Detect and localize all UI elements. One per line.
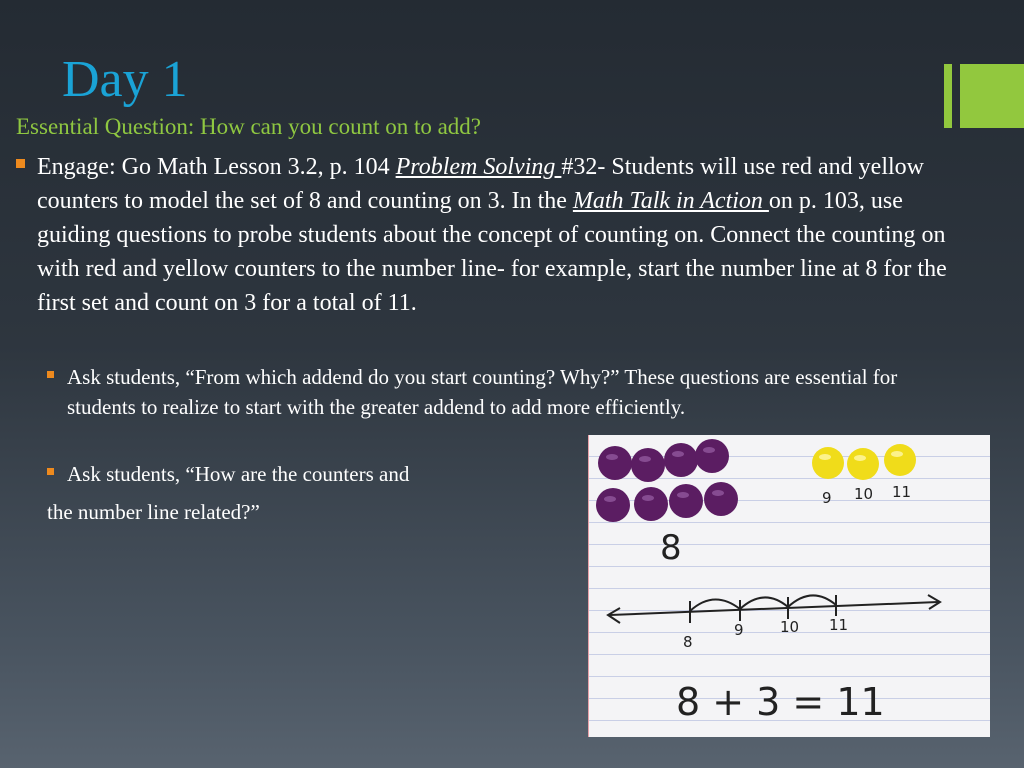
yellow-label: 10 (854, 485, 874, 503)
numberline-label: 9 (734, 621, 744, 639)
purple-counter (598, 446, 632, 480)
essential-question: Essential Question: How can you count on to add? (16, 114, 482, 139)
bullet-marker (16, 159, 25, 168)
math-talk-link: Math Talk in Action (572, 188, 769, 214)
jump-arc (788, 595, 836, 607)
purple-counter (669, 484, 703, 518)
yellow-label: 9 (822, 489, 832, 507)
purple-counter (631, 448, 665, 482)
bullet-engage-text (37, 150, 967, 320)
numberline-label: 8 (683, 633, 693, 651)
accent-bar-thin (944, 64, 952, 128)
problem-solving-link: Problem Solving (395, 154, 562, 180)
sub-bullet-2-text: Ask students, “How are the counters and (67, 462, 410, 486)
photo-illustration (588, 435, 990, 737)
number-line-labels (683, 616, 848, 651)
purple-counter (664, 443, 698, 477)
sub-bullet-1-text: Ask students, “From which addend do you start counting? Why?” These questions are essential for students to realize to start with the greater addend to add more efficiently. (67, 365, 898, 419)
yellow-counters (812, 444, 916, 480)
accent-bars (944, 64, 1024, 128)
sub-bullet-marker (47, 468, 54, 475)
slide-title: Day 1 (62, 51, 188, 108)
number-line (608, 595, 940, 623)
purple-counter (704, 482, 738, 516)
sub-bullet-marker (47, 371, 54, 378)
accent-bar-wide (960, 64, 1024, 128)
counters-numberline-photo (588, 435, 990, 737)
numberline-label: 11 (829, 616, 849, 634)
purple-counter (596, 488, 630, 522)
yellow-label: 11 (892, 483, 912, 501)
purple-counter (634, 487, 668, 521)
sub-bullet-2-continuation: the number line related?” (47, 500, 260, 524)
engage-text-part2: #32- Students will use red and yellow counters to model the set of 8 and counting on 3. In the (37, 154, 924, 214)
bullet-engage (16, 150, 966, 320)
engage-text-part3: on p. 103, use guiding questions to probe students about the concept of counting on. Connect the counting on with red and yellow counters to the number line- for example, start the number line at 8 for the first set and count on 3 for a total of 11. (37, 188, 947, 316)
counter-count-label: 8 (660, 528, 682, 568)
number-line-axis (610, 602, 938, 615)
yellow-counter (847, 448, 879, 480)
purple-counters (596, 439, 738, 522)
numberline-label: 10 (780, 618, 800, 636)
sub-bullet-1 (47, 362, 967, 422)
equation: 8 + 3 = 11 (676, 680, 885, 724)
purple-counter (695, 439, 729, 473)
engage-text-part1: Engage: Go Math Lesson 3.2, p. 104 (37, 154, 396, 180)
yellow-counter-labels (822, 483, 911, 507)
yellow-counter (812, 447, 844, 479)
yellow-counter (884, 444, 916, 476)
